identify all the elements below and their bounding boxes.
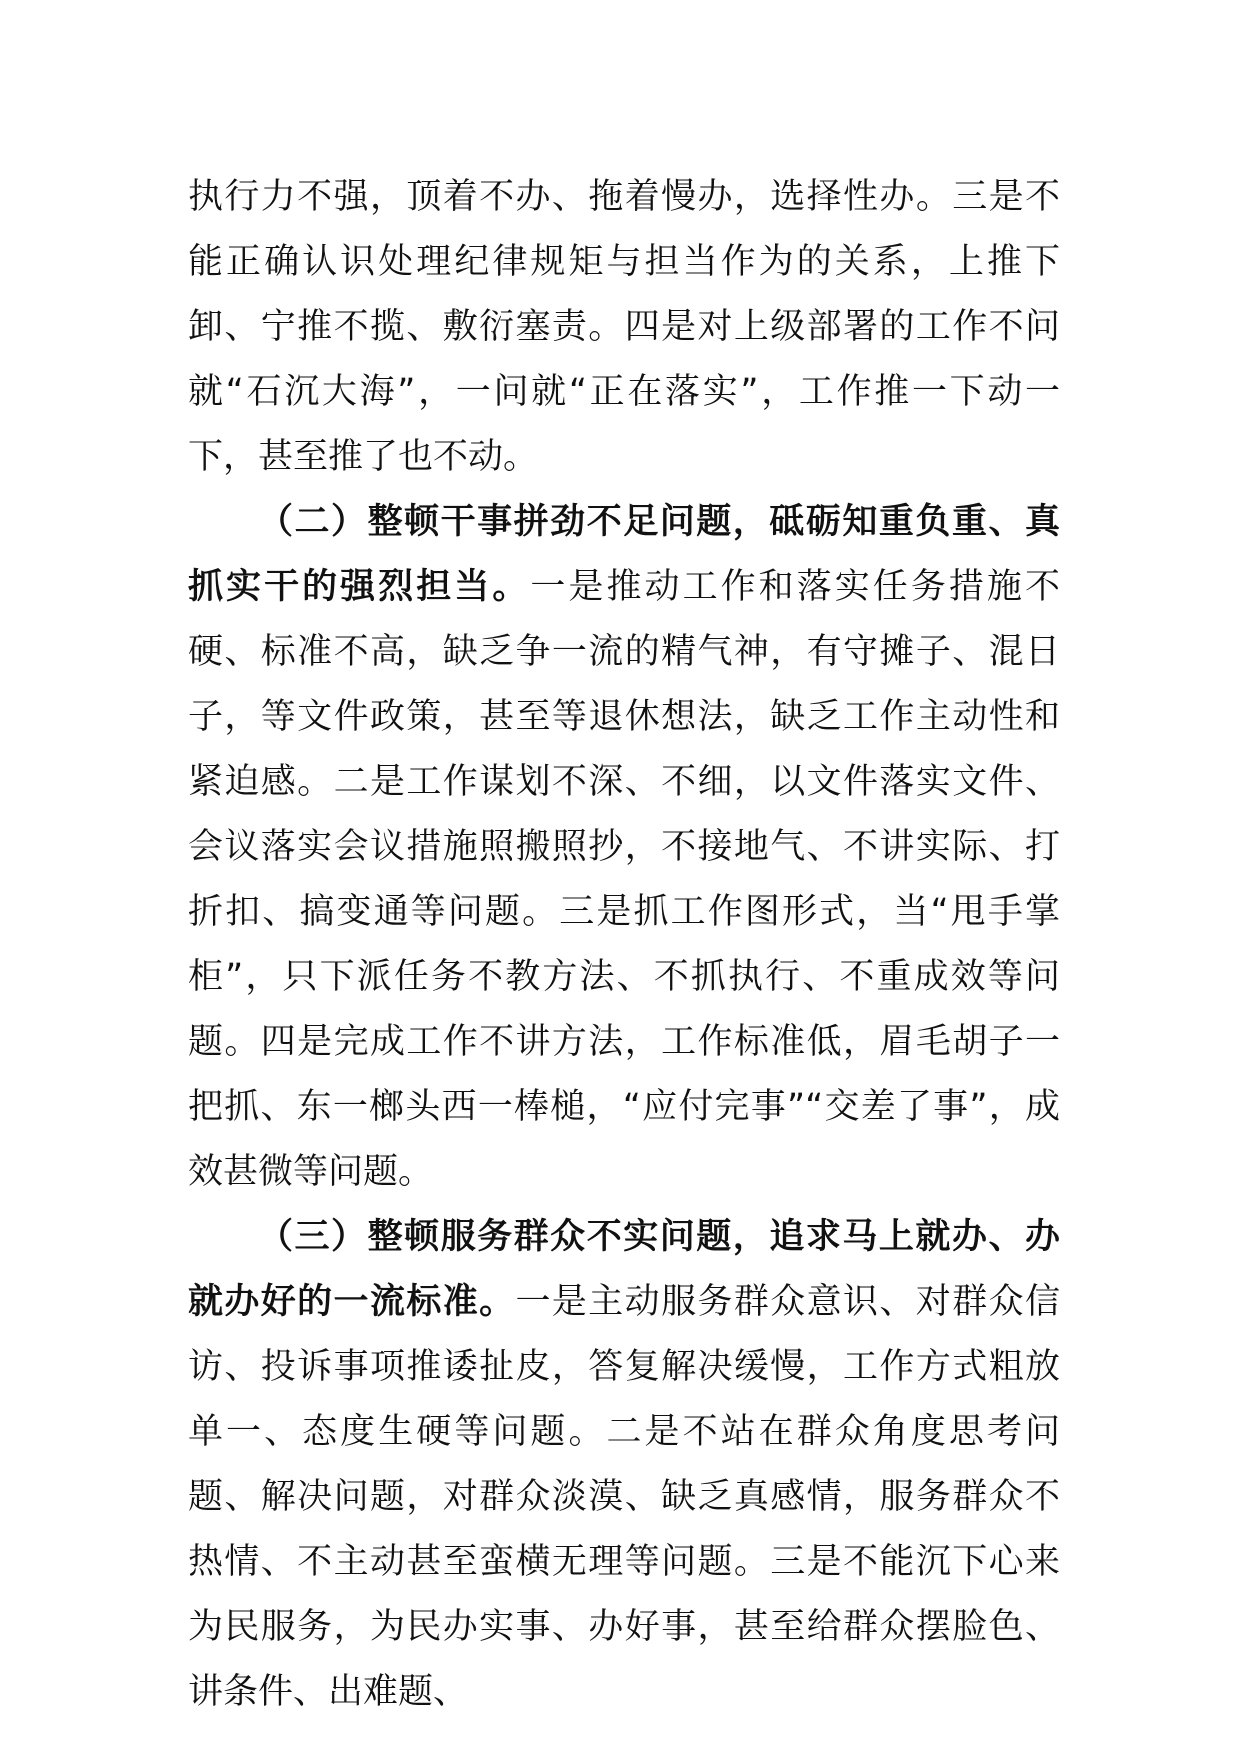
paragraph-section-2 bbox=[188, 490, 1060, 1205]
paragraph-text: 执行力不强，顶着不办、拖着慢办，选择性办。三是不能正确认识处理纪律规矩与担当作为的关系，上推下卸、宁推不揽、敷衍塞责。四是对上级部署的工作不问就“石沉大海”，一问就“正在落实”，工作推一下动一下，甚至推了也不动。 bbox=[188, 177, 1060, 477]
paragraph-text: 一是推动工作和落实任务措施不硬、标准不高，缺乏争一流的精气神，有守摊子、混日子，等文件政策，甚至等退休想法，缺乏工作主动性和紧迫感。二是工作谋划不深、不细，以文件落实文件、会议落实会议措施照搬照抄，不接地气、不讲实际、打折扣、搞变通等问题。三是抓工作图形式，当“甩手掌柜”，只下派任务不教方法、不抓执行、不重成效等问题。四是完成工作不讲方法，工作标准低，眉毛胡子一把抓、东一榔头西一棒槌，“应付完事”“交差了事”，成效甚微等问题。 bbox=[188, 567, 1060, 1192]
section-heading: （三）整顿服务群众不实问题，追求马上就办、办就办好的一流标准。 bbox=[188, 1217, 1060, 1322]
document-body bbox=[188, 165, 1060, 1725]
paragraph-text: 一是主动服务群众意识、对群众信访、投诉事项推诿扯皮，答复解决缓慢，工作方式粗放单一、态度生硬等问题。二是不站在群众角度思考问题、解决问题，对群众淡漠、缺乏真感情，服务群众不热情、不主动甚至蛮横无理等问题。三是不能沉下心来为民服务，为民办实事、办好事，甚至给群众摆脸色、讲条件、出难题、 bbox=[188, 1282, 1060, 1712]
section-heading: （二）整顿干事拼劲不足问题，砥砺知重负重、真抓实干的强烈担当。 bbox=[188, 502, 1060, 607]
paragraph-section-3 bbox=[188, 1205, 1060, 1725]
paragraph-continued bbox=[188, 165, 1060, 490]
